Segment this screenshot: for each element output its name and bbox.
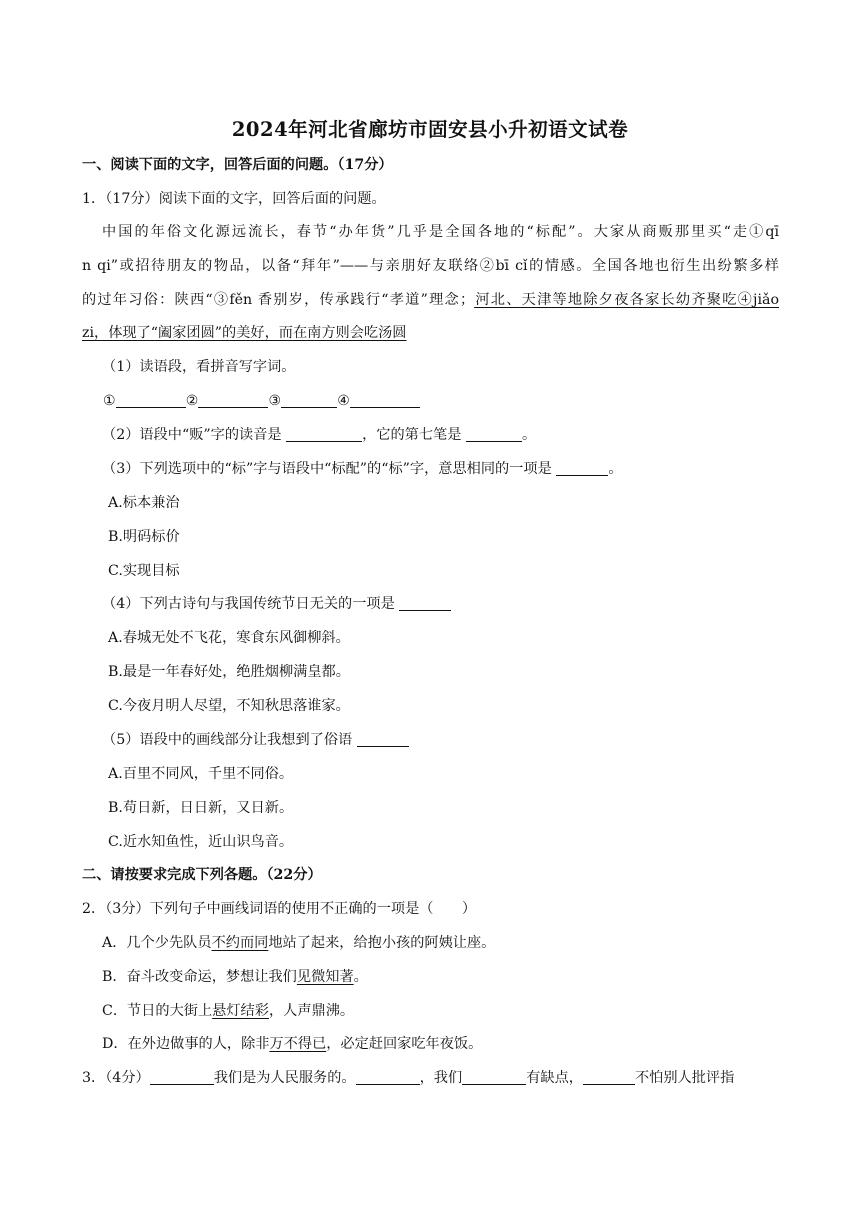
answer-blank-pronunciation[interactable] — [286, 425, 362, 442]
subquestion-4 — [102, 594, 451, 614]
question-3-text-d: 有缺点， — [526, 1070, 583, 1086]
pinyin-answer-row — [103, 391, 420, 411]
option-q2-a-text-2: 地站了起来，给抱小孩的阿姨让座。 — [268, 935, 496, 951]
marker-2: ② — [185, 393, 199, 409]
subquestion-2-text-b: ，它的第七笔是 — [362, 427, 466, 443]
option-q2-b-text-1: B．奋斗改变命运，梦想让我们 — [102, 969, 297, 985]
passage-line-3-text: 的过年习俗：陕西“③fěn 香别岁，传承践行“孝道”理念； — [82, 292, 475, 308]
passage-line-3 — [82, 290, 779, 310]
subquestion-2-text-a: （2）语段中“贩”字的读音是 — [102, 427, 287, 443]
section-1-heading: 一、阅读下面的文字，回答后面的问题。（17分） — [82, 157, 393, 173]
option-q4-a: A.春城无处不飞花，寒食东风御柳斜。 — [108, 630, 350, 646]
answer-blank-3[interactable] — [281, 391, 337, 408]
option-q4-b: B.最是一年春好处，绝胜烟柳满皇都。 — [108, 664, 350, 680]
option-q3-a: A.标本兼治 — [108, 495, 180, 511]
page-title: 2024年河北省廊坊市固安县小升初语文试卷 — [231, 118, 629, 141]
answer-blank-stroke[interactable] — [466, 425, 522, 442]
option-q2-a — [102, 933, 495, 953]
passage-line-1: 中国的年俗文化源远流长，春节“办年货”几乎是全国各地的“标配”。大家从商贩那里买“走①qī — [102, 224, 779, 240]
question-3-text-a: 3．（4分） — [82, 1070, 150, 1086]
option-q2-a-text-1: A．几个少先队员 — [102, 935, 212, 951]
option-q2-d-underlined: 万不得已 — [269, 1036, 327, 1052]
option-q2-a-underlined: 不约而同 — [211, 935, 269, 951]
marker-1: ① — [103, 393, 116, 409]
option-q2-c-text-1: C．节日的大街上 — [102, 1003, 213, 1019]
option-q2-c-text-2: ，人声鼎沸。 — [268, 1003, 355, 1019]
option-q2-b-underlined: 见微知著 — [296, 969, 354, 985]
answer-blank-4[interactable] — [350, 391, 420, 408]
option-q5-c: C.近水知鱼性，近山识鸟音。 — [108, 834, 294, 850]
option-q4-c: C.今夜月明人尽望，不知秋思落谁家。 — [108, 698, 350, 714]
answer-blank-q3-1[interactable] — [150, 1068, 214, 1085]
subquestion-3-text-c: 。 — [608, 461, 623, 477]
marker-3: ③ — [268, 393, 282, 409]
subquestion-3-text-a: （3）下列选项中的“标”字与语段中“标配”的“标”字，意思相同的一项是 — [102, 461, 557, 477]
subquestion-1-stem: （1）读语段，看拼音写字词。 — [102, 359, 296, 375]
answer-blank-q3-3[interactable] — [462, 1068, 526, 1085]
answer-blank-1[interactable] — [116, 391, 186, 408]
answer-blank-q3[interactable] — [556, 459, 608, 476]
passage-underlined-part-1: 河北、天津等地除夕夜各家长幼齐聚吃④jiǎo — [474, 292, 779, 308]
option-q3-b: B.明码标价 — [108, 529, 180, 545]
section-2-heading: 二、请按要求完成下列各题。（22分） — [82, 867, 322, 883]
option-q3-c: C.实现目标 — [108, 563, 180, 579]
answer-blank-q3-4[interactable] — [583, 1068, 635, 1085]
option-q2-d-text-1: D．在外边做事的人，除非 — [102, 1036, 270, 1052]
option-q2-d — [102, 1034, 482, 1054]
subquestion-3 — [102, 459, 623, 479]
subquestion-4-text: （4）下列古诗句与我国传统节日无关的一项是 — [102, 596, 400, 612]
answer-blank-q5[interactable] — [357, 730, 409, 747]
answer-blank-q3-2[interactable] — [356, 1068, 420, 1085]
option-q2-d-text-2: ，必定赶回家吃年夜饭。 — [326, 1036, 483, 1052]
passage-line-2: n qi”或招待朋友的物品，以备“拜年”——与亲朋好友联络②bī cǐ的情感。全国各地也衍生出纷繁多样 — [82, 258, 779, 274]
passage-line-4 — [82, 323, 406, 343]
question-3 — [82, 1068, 734, 1088]
passage-underlined-part-2: zi，体现了“阖家团圆”的美好，而在南方则会吃汤圆 — [82, 325, 407, 341]
subquestion-5-text: （5）语段中的画线部分让我想到了俗语 — [102, 732, 357, 748]
answer-blank-q4[interactable] — [399, 594, 451, 611]
question-3-text-c: ，我们 — [419, 1070, 463, 1086]
option-q5-a: A.百里不同风，千里不同俗。 — [108, 766, 294, 782]
option-q2-c-underlined: 悬灯结彩 — [212, 1003, 269, 1019]
answer-blank-2[interactable] — [198, 391, 268, 408]
option-q2-b — [102, 967, 368, 987]
marker-4: ④ — [337, 393, 350, 409]
subquestion-5 — [102, 730, 409, 750]
option-q2-c — [102, 1001, 354, 1021]
question-3-text-b: 我们是为人民服务的。 — [213, 1070, 356, 1086]
question-3-text-e: 不怕别人批评指 — [634, 1070, 735, 1086]
question-2-header: 2．（3分）下列句子中画线词语的使用不正确的一项是（ ） — [82, 901, 477, 917]
option-q5-b: B.苟日新，日日新，又日新。 — [108, 800, 294, 816]
subquestion-2 — [102, 425, 536, 445]
subquestion-2-text-c: 。 — [521, 427, 537, 443]
question-1-header: 1．（17分）阅读下面的文字，回答后面的问题。 — [82, 191, 386, 207]
option-q2-b-text-2: 。 — [353, 969, 368, 985]
